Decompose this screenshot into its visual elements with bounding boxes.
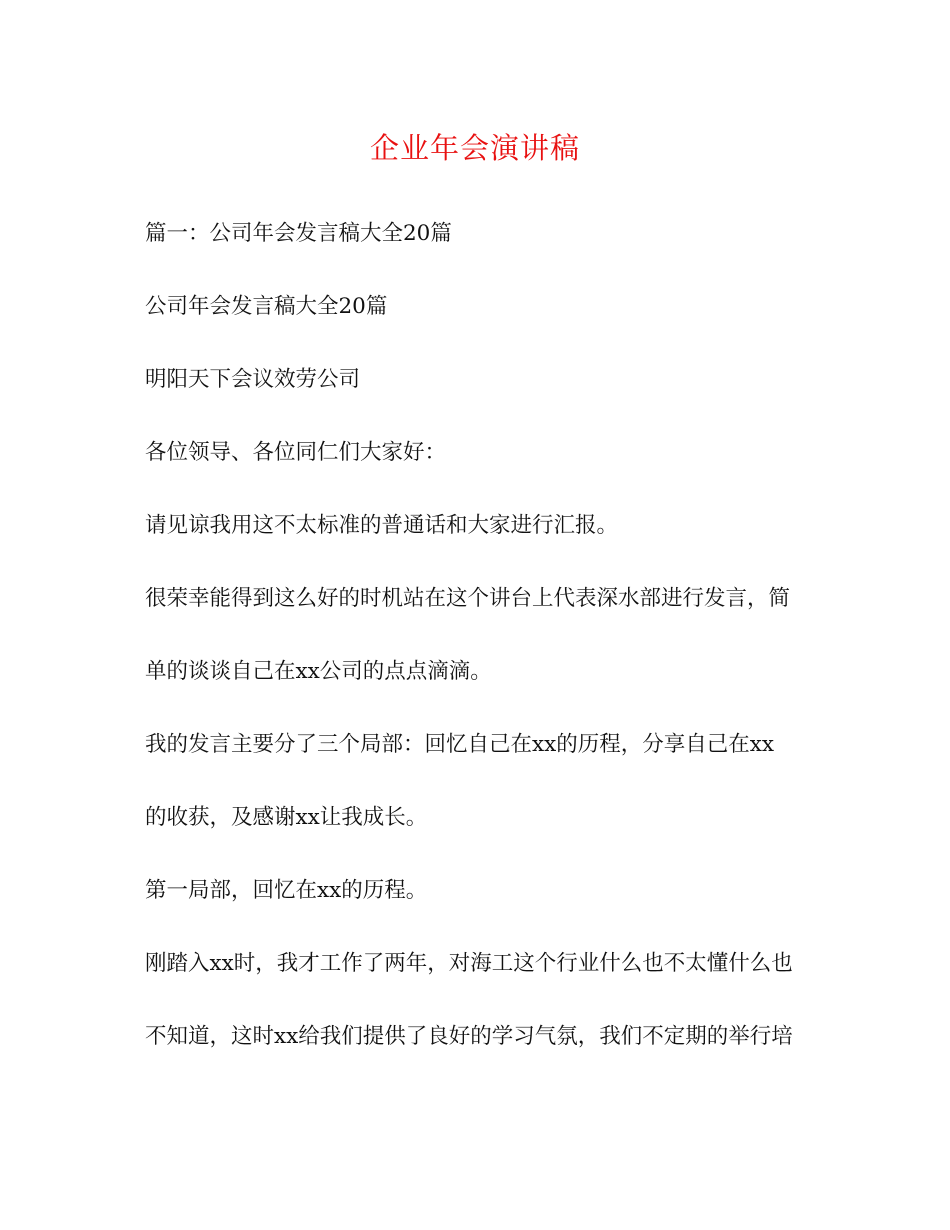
body-line: 很荣幸能得到这么好的时机站在这个讲台上代表深水部进行发言，简 — [145, 586, 791, 611]
document-body — [145, 212, 815, 1088]
body-line: 篇一：公司年会发言稿大全20篇 — [145, 221, 452, 246]
body-line: 的收获，及感谢xx让我成长。 — [145, 805, 428, 830]
body-line: 公司年会发言稿大全20篇 — [145, 294, 388, 319]
body-line: 第一局部，回忆在xx的历程。 — [145, 878, 428, 903]
body-line: 我的发言主要分了三个局部：回忆自己在xx的历程，分享自己在xx — [145, 732, 775, 757]
body-line: 不知道，这时xx给我们提供了良好的学习气氛，我们不定期的举行培 — [145, 1024, 793, 1049]
body-line: 单的谈谈自己在xx公司的点点滴滴。 — [145, 659, 492, 684]
body-line: 请见谅我用这不太标准的普通话和大家进行汇报。 — [145, 513, 619, 538]
body-line: 各位领导、各位同仁们大家好： — [145, 440, 447, 465]
body-line: 明阳天下会议效劳公司 — [145, 367, 361, 392]
document-title: 企业年会演讲稿 — [369, 131, 580, 165]
body-line: 刚踏入xx时，我才工作了两年，对海工这个行业什么也不太懂什么也 — [145, 951, 793, 976]
